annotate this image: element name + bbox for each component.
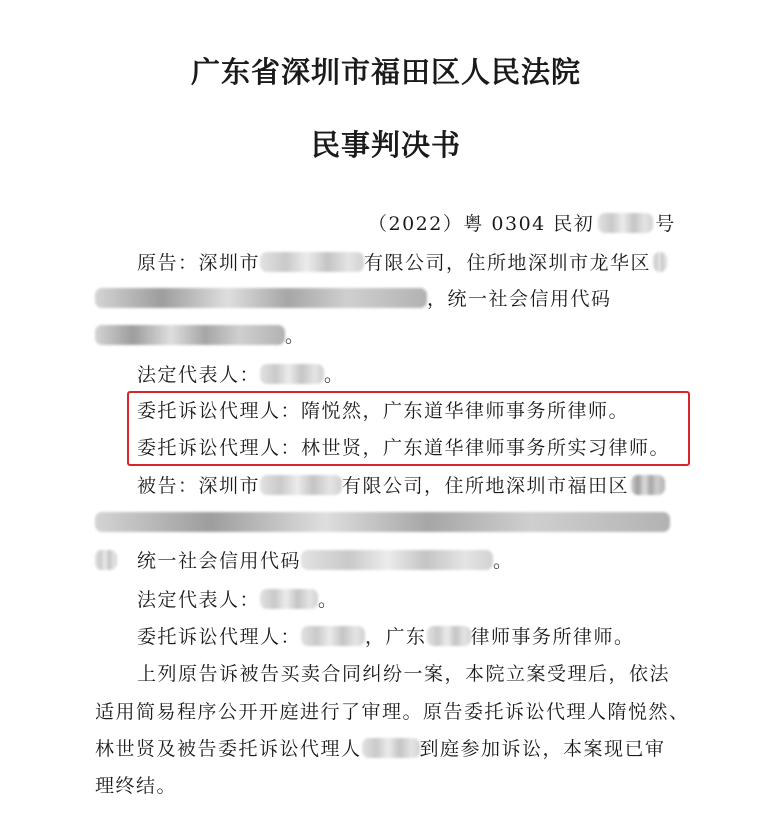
defendant-credit-code-label: 统一社会信用代码 — [137, 550, 302, 572]
body-line-3 — [95, 735, 666, 763]
body-line-4: 理终结。 — [95, 775, 178, 797]
defendant-agent-suffix: 律师事务所律师。 — [470, 626, 635, 648]
plaintiff-legal-rep-line — [137, 361, 345, 389]
body-line-3-prefix: 林世贤及被告委托诉讼代理人 — [95, 738, 362, 760]
plaintiff-agent-2: 委托诉讼代理人：林世贤，广东道华律师事务所实习律师。 — [137, 437, 671, 459]
case-number — [368, 210, 676, 238]
plaintiff-agent-1: 委托诉讼代理人：隋悦然，广东道华律师事务所律师。 — [137, 400, 630, 422]
redacted-plaintiff-legal-rep — [260, 364, 324, 384]
redacted-plaintiff-address-start — [653, 252, 667, 272]
redacted-case-number — [598, 213, 653, 233]
redacted-defendant-law-firm — [427, 626, 471, 646]
plaintiff-line — [137, 249, 667, 277]
defendant-label: 被告： — [137, 475, 199, 497]
case-number-suffix: 号 — [655, 213, 676, 235]
defendant-line — [137, 472, 665, 500]
redacted-defendant-credit-code — [301, 550, 493, 570]
defendant-name-prefix: 深圳市 — [198, 475, 261, 497]
body-line-3-suffix: 到庭参加诉讼，本案现已审 — [419, 738, 666, 760]
plaintiff-name-suffix: 有限公司，住所地深圳市龙华区 — [364, 252, 652, 274]
court-name-title: 广东省深圳市福田区人民法院 — [190, 55, 581, 89]
redacted-plaintiff-name — [260, 252, 364, 272]
plaintiff-address-line — [95, 285, 612, 313]
redacted-defendant-name — [260, 475, 342, 495]
defendant-legal-rep-label: 法定代表人： — [137, 589, 261, 611]
defendant-name-suffix: 有限公司，住所地深圳市福田区 — [342, 475, 630, 497]
redacted-plaintiff-credit-code — [95, 325, 285, 345]
defendant-end-mark: 。 — [493, 550, 514, 572]
body-line-2: 适用简易程序公开开庭进行了审理。原告委托诉讼代理人隋悦然、 — [95, 701, 690, 723]
plaintiff-label: 原告： — [137, 252, 199, 274]
plaintiff-credit-code-label: ，统一社会信用代码 — [427, 288, 612, 310]
plaintiff-legal-rep-end: 。 — [324, 364, 345, 386]
defendant-credit-code-line — [95, 547, 514, 575]
redacted-defendant-agent-ref — [362, 738, 420, 758]
plaintiff-credit-code-line — [95, 322, 306, 350]
defendant-address-line — [95, 509, 670, 537]
plaintiff-name-prefix: 深圳市 — [198, 252, 261, 274]
body-line-1: 上列原告诉被告买卖合同纠纷一案，本院立案受理后，依法 — [137, 663, 671, 685]
case-number-prefix: （2022）粤 0304 民初 — [368, 213, 595, 235]
defendant-legal-rep-line — [137, 586, 339, 614]
redacted-defendant-address-end — [95, 550, 117, 570]
plaintiff-legal-rep-label: 法定代表人： — [137, 364, 261, 386]
redacted-defendant-legal-rep — [260, 589, 318, 609]
defendant-agent-line — [137, 623, 635, 651]
redacted-defendant-agent-name — [301, 626, 365, 646]
defendant-agent-mid: ，广东 — [365, 626, 427, 648]
plaintiff-end-mark: 。 — [285, 325, 306, 347]
defendant-legal-rep-end: 。 — [318, 589, 339, 611]
redacted-defendant-address-start — [631, 475, 665, 495]
defendant-agent-label: 委托诉讼代理人： — [137, 626, 302, 648]
document-type-title: 民事判决书 — [310, 128, 461, 162]
redacted-plaintiff-address — [95, 288, 427, 308]
redacted-defendant-address — [95, 512, 670, 532]
